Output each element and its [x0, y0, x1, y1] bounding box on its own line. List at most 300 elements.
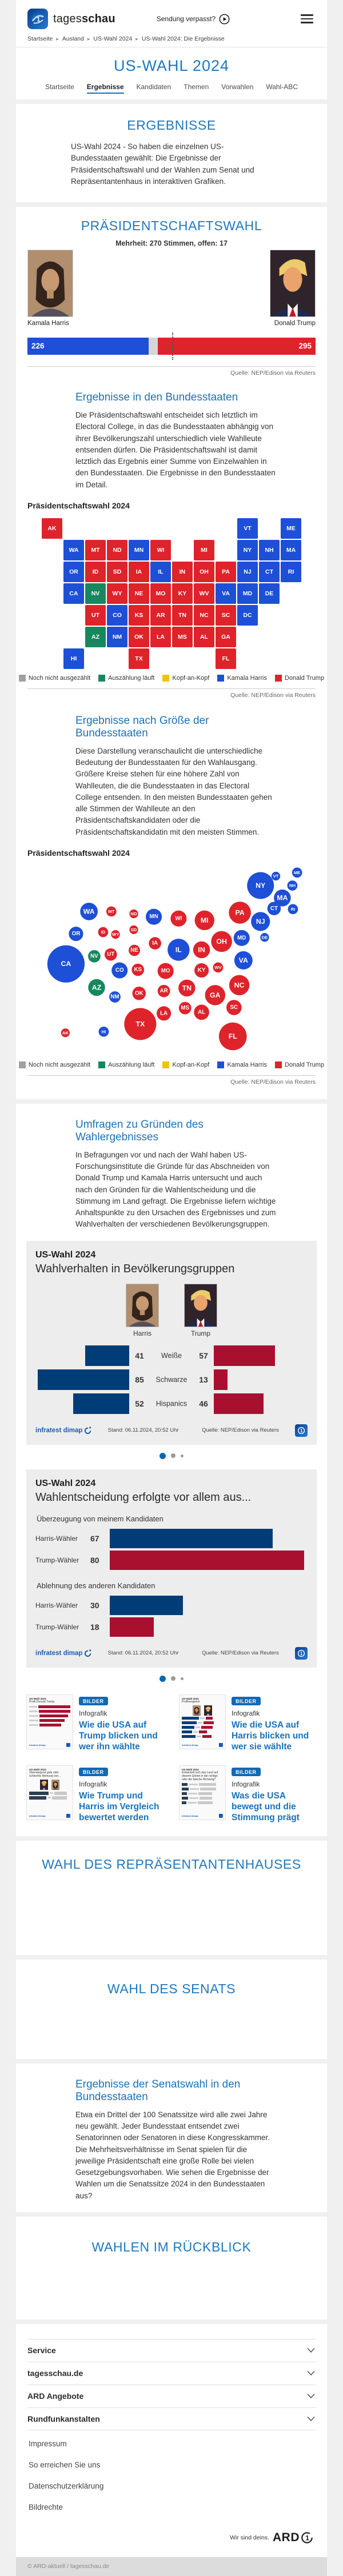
chevron-down-icon	[306, 2370, 316, 2376]
legend-swatch	[98, 1061, 105, 1068]
tab-startseite[interactable]: Startseite	[45, 83, 74, 91]
source-note: Quelle: NEP/Edison via Reuters	[230, 370, 316, 376]
state-bubble-FL[interactable]	[219, 1022, 247, 1050]
trump-label: Trump	[190, 1329, 211, 1337]
senate-title: WAHL DES SENATS	[107, 1981, 236, 1996]
infographic-footer	[35, 1424, 308, 1437]
state-bubble-WY[interactable]	[111, 930, 119, 939]
footer-accordions	[27, 2339, 316, 2430]
bilder-badge: BILDER	[232, 1697, 261, 1705]
state-bubble-AR[interactable]	[158, 985, 170, 997]
state-bubble-CO[interactable]	[111, 962, 127, 978]
state-tile-ME[interactable]: ME	[281, 518, 301, 539]
site-footer	[16, 2324, 327, 2557]
legend-item-rep	[275, 1061, 324, 1068]
state-tile-DC[interactable]: DC	[237, 605, 258, 626]
tab-themen[interactable]: Themen	[184, 83, 209, 91]
state-tile-WY[interactable]: WY	[107, 583, 127, 604]
state-bubble-MT[interactable]	[106, 906, 117, 916]
teaser-grid	[26, 1694, 317, 1824]
state-bubble-NV[interactable]	[88, 950, 101, 963]
state-tile-ID[interactable]: ID	[85, 562, 106, 582]
svg-text:IN: IN	[198, 946, 205, 954]
infographic-kicker: US-Wahl 2024	[35, 1478, 96, 1488]
ard-brand	[27, 2531, 313, 2545]
carousel-dots	[16, 1453, 327, 1459]
infographic-title: Wahlverhalten in Bevölkerungsgruppen	[35, 1262, 235, 1275]
legend-label: Noch nicht ausgezählt	[28, 674, 91, 682]
topbar	[16, 6, 327, 32]
ard-logo-icon	[66, 1743, 70, 1747]
teaser-headline[interactable]: Wie die USA auf Harris blicken und wer sie wählte	[232, 1720, 309, 1752]
brand-wordmark: tagesschau	[53, 12, 115, 25]
state-tile-MN[interactable]: MN	[129, 540, 149, 560]
state-tile-FL[interactable]: FL	[216, 648, 236, 669]
teaser-thumbnail[interactable]: US-Wahl 2024 Entwickelt sich das Land auf diesem Gebiet in die richtige oder die falsche Richtung? infratest dimap	[179, 1765, 226, 1820]
brand[interactable]	[27, 9, 115, 29]
state-tile-MS[interactable]: MS	[172, 627, 193, 647]
state-bubble-NH[interactable]	[288, 880, 298, 891]
state-bubble-NM[interactable]	[109, 991, 121, 1003]
state-bubble-NC[interactable]	[229, 975, 249, 995]
footer-link-bildrechte[interactable]: Bildrechte	[29, 2502, 63, 2511]
harris-column-head	[126, 1284, 159, 1337]
trump-votes-bar	[158, 338, 316, 355]
footer-accordion-tagesschau-de[interactable]	[27, 2362, 316, 2385]
harris-bar	[110, 1596, 183, 1615]
accordion-label: Rundfunkanstalten	[27, 2414, 100, 2423]
trump-portrait	[204, 1705, 212, 1716]
legend-item-pending	[19, 1061, 90, 1068]
state-tile-KS[interactable]: KS	[129, 605, 149, 626]
state-tile-CT[interactable]: CT	[259, 562, 280, 582]
tab-vorwahlen[interactable]: Vorwahlen	[221, 83, 254, 91]
state-tile-TX[interactable]: TX	[129, 648, 149, 669]
carousel-dot-3[interactable]	[181, 1455, 184, 1457]
legend-item-tossup	[162, 1061, 209, 1068]
trump-bar	[110, 1617, 154, 1637]
state-tile-OR[interactable]: OR	[63, 562, 84, 582]
carousel-dot-1[interactable]	[159, 1676, 166, 1682]
quelle-note: Quelle: NEP/Edison via Reuters	[202, 1427, 279, 1433]
teaser-kicker: Infografik	[79, 1780, 107, 1788]
footer-links	[29, 2439, 316, 2511]
state-bubble-TN[interactable]	[178, 980, 195, 996]
house-section	[16, 1841, 327, 1955]
svg-text:MA: MA	[277, 894, 288, 902]
tab-kandidaten[interactable]: Kandidaten	[136, 83, 172, 91]
state-bubble-IN[interactable]	[193, 941, 210, 958]
state-bubble-MN[interactable]	[146, 908, 162, 924]
state-tile-NC[interactable]: NC	[194, 605, 214, 626]
state-bubble-UT[interactable]	[105, 948, 117, 961]
legend-label: Kamala Harris	[227, 674, 267, 682]
senate-results-section	[16, 2064, 327, 2212]
size-heading: Ergebnisse nach Größe der Bundesstaaten	[75, 714, 209, 739]
state-tile-KY[interactable]: KY	[172, 583, 193, 604]
svg-text:SD: SD	[130, 927, 137, 932]
svg-text:MN: MN	[149, 913, 158, 920]
svg-text:MD: MD	[237, 935, 246, 942]
state-tile-SD[interactable]: SD	[107, 562, 127, 582]
state-bubble-CT[interactable]	[268, 902, 281, 915]
state-bubble-OH[interactable]	[211, 931, 232, 952]
svg-text:VA: VA	[238, 956, 248, 964]
state-bubble-TX[interactable]	[124, 1008, 156, 1040]
ard-one-icon	[301, 2531, 313, 2544]
state-tile-LA[interactable]: LA	[150, 627, 171, 647]
presidential-title: PRÄSIDENTSCHAFTSWAHL	[81, 218, 262, 233]
carousel-dots	[16, 1676, 327, 1682]
stand-note: Stand: 06.11.2024, 20:52 Uhr	[107, 1427, 179, 1433]
teaser-thumbnail[interactable]: US-Wahl 2024 Profil Donald Trump infratest dimap	[26, 1694, 73, 1749]
harris-portrait	[193, 1705, 201, 1716]
trump-votes: 295	[298, 342, 312, 350]
svg-text:FL: FL	[228, 1032, 237, 1040]
svg-text:MI: MI	[200, 916, 209, 924]
svg-text:MO: MO	[161, 967, 170, 974]
us-states-map	[42, 518, 301, 669]
voter-value: 30	[90, 1600, 99, 1610]
svg-text:MS: MS	[181, 1004, 190, 1011]
breadcrumb-separator: ▸	[56, 35, 59, 42]
stand-note: Stand: 06.11.2024, 20:52 Uhr	[107, 1650, 179, 1656]
missed-broadcast-link[interactable]	[157, 14, 230, 25]
carousel-dot-3[interactable]	[181, 1677, 184, 1680]
chevron-down-icon	[306, 2393, 316, 2399]
voter-label: Trump-Wähler	[35, 1556, 79, 1564]
teaser-thumbnail[interactable]: US-Wahl 2024 Überwiegend gute oder schlechte Meinung von... infratest dimap	[26, 1765, 73, 1820]
source-note: Quelle: NEP/Edison via Reuters	[230, 691, 316, 699]
svg-text:HI: HI	[101, 1029, 106, 1035]
svg-text:WV: WV	[214, 964, 222, 970]
state-bubble-WV[interactable]	[213, 962, 224, 972]
harris-value: 52	[135, 1399, 144, 1408]
state-tile-WA[interactable]: WA	[63, 540, 84, 560]
teaser-card-2[interactable]	[179, 1694, 317, 1753]
electoral-vote-bar	[27, 338, 316, 355]
state-bubble-HI[interactable]	[99, 1027, 109, 1037]
harris-bar	[73, 1393, 129, 1414]
demographics-row	[35, 1368, 308, 1391]
svg-text:WA: WA	[83, 907, 95, 916]
review-title: WAHLEN IM RÜCKBLICK	[91, 2239, 252, 2254]
bubble-legend	[16, 1061, 327, 1068]
state-tile-ND[interactable]: ND	[107, 540, 127, 560]
senate-results-heading: Ergebnisse der Senatswahl in den Bundesstaaten	[75, 2078, 241, 2103]
category-label: Weiße	[161, 1351, 182, 1360]
breadcrumb-item[interactable]: Startseite	[27, 35, 53, 42]
harris-votes-bar	[27, 338, 149, 355]
legend-item-pending	[19, 675, 90, 682]
infographic-decision	[26, 1469, 317, 1668]
svg-text:AR: AR	[159, 987, 168, 994]
svg-text:ND: ND	[130, 911, 137, 916]
teaser-kicker: Infografik	[79, 1709, 107, 1717]
voter-value: 18	[90, 1622, 99, 1632]
state-tile-OK[interactable]: OK	[129, 627, 149, 647]
legend-label: Kopf-an-Kopf	[172, 1061, 210, 1068]
svg-text:GA: GA	[210, 991, 221, 999]
state-bubble-NY[interactable]	[247, 872, 274, 899]
state-bubble-KS[interactable]	[131, 963, 144, 976]
ard-logo-icon	[219, 1743, 223, 1747]
state-bubble-ME[interactable]	[292, 867, 302, 878]
majority-marker	[172, 332, 173, 360]
tab-ergebnisse[interactable]: Ergebnisse	[87, 83, 124, 94]
legend-swatch	[98, 675, 105, 682]
legend-item-dem	[217, 675, 267, 682]
accordion-label: Service	[27, 2346, 56, 2355]
state-tile-HI[interactable]: HI	[63, 648, 84, 669]
legend-item-tossup	[162, 675, 209, 682]
legend-label: Kopf-an-Kopf	[172, 674, 210, 682]
legend-label: Auszählung läuft	[108, 1061, 155, 1068]
trump-value: 57	[199, 1351, 208, 1360]
breadcrumb-item[interactable]: US-Wahl 2024	[93, 35, 133, 42]
legend-item-rep	[275, 675, 324, 682]
state-tile-CA[interactable]: CA	[63, 583, 84, 604]
state-tile-AK[interactable]: AK	[42, 518, 62, 539]
svg-text:DE: DE	[261, 935, 268, 940]
decision-row	[35, 1595, 308, 1616]
svg-text:1: 1	[305, 2534, 310, 2542]
footer-accordion-rundfunkanstalten[interactable]	[27, 2407, 316, 2430]
state-bubble-IA[interactable]	[149, 937, 161, 950]
teaser-card-4[interactable]	[179, 1765, 317, 1824]
state-tile-VA[interactable]: VA	[216, 583, 236, 604]
state-tile-DE[interactable]: DE	[259, 583, 280, 604]
state-tile-MI[interactable]: MI	[194, 540, 214, 560]
state-tile-IL[interactable]: IL	[150, 562, 171, 582]
state-tile-MA[interactable]: MA	[281, 540, 301, 560]
teaser-kicker: Infografik	[232, 1780, 260, 1788]
state-bubble-SD[interactable]	[129, 926, 138, 934]
teaser-headline[interactable]: Was die USA bewegt und die Stimmung prägt	[232, 1790, 300, 1823]
harris-bar	[38, 1369, 129, 1390]
state-tile-NV[interactable]: NV	[85, 583, 106, 604]
decision-group-label: Ablehnung des anderen Kandidaten	[37, 1581, 155, 1590]
state-bubble-OR[interactable]	[69, 927, 83, 941]
tab-wahl-abc[interactable]: Wahl-ABC	[266, 83, 298, 91]
svg-text:NE: NE	[130, 947, 138, 954]
harris-portrait	[51, 1780, 59, 1790]
teaser-card-3[interactable]	[26, 1765, 164, 1824]
footer-link-datenschutzerklärung[interactable]: Datenschutzerklärung	[29, 2481, 104, 2490]
legend-label: Donald Trump	[285, 674, 325, 682]
state-tile-NJ[interactable]: NJ	[237, 562, 258, 582]
state-bubble-DE[interactable]	[260, 933, 269, 942]
legend-label: Donald Trump	[285, 1061, 325, 1068]
polls-text: In Befragungen vor und nach der Wahl haben US-Forschungsinstitute die Gründe für das Abschneiden von Donald Trump und Kamala Harris untersucht und auch nach den Gründen für die Wahlentscheidung und die Stimmung im Land gefragt. Die Ergebnisse liefern wichtige Anhaltspunkte zu den Ursachen des Ergebnisses und zum Wahlverhalten der verschiedenen Bevölkerungsgruppen.	[75, 1150, 276, 1229]
state-bubble-MD[interactable]	[234, 930, 250, 946]
harris-value: 41	[135, 1351, 144, 1360]
state-bubble-ND[interactable]	[129, 910, 138, 918]
svg-text:1: 1	[37, 16, 41, 23]
site-header	[16, 0, 327, 99]
state-bubble-ID[interactable]	[98, 927, 109, 937]
state-tile-CO[interactable]: CO	[107, 605, 127, 626]
state-bubble-OK[interactable]	[133, 987, 146, 1000]
teaser-card-1[interactable]	[26, 1694, 164, 1753]
svg-text:ID: ID	[101, 929, 106, 935]
breadcrumb-separator: ▸	[135, 35, 138, 42]
category-label: Hispanics	[155, 1399, 188, 1408]
teaser-headline[interactable]: Wie Trump und Harris im Vergleich bewertet werden	[79, 1790, 159, 1823]
state-tile-WV[interactable]: WV	[194, 583, 214, 604]
carousel-dot-1[interactable]	[159, 1453, 166, 1459]
page-title: US-WAHL 2024	[113, 57, 230, 74]
state-bubble-WI[interactable]	[170, 911, 186, 927]
state-bubble-MI[interactable]	[195, 910, 214, 930]
state-bubble-AL[interactable]	[194, 1004, 209, 1020]
svg-text:LA: LA	[160, 1010, 168, 1017]
copyright-bar	[16, 2557, 327, 2576]
state-tile-IN[interactable]: IN	[172, 562, 193, 582]
svg-text:AZ: AZ	[91, 983, 102, 992]
state-tile-VT[interactable]: VT	[237, 518, 258, 539]
state-bubble-PA[interactable]	[229, 902, 251, 924]
state-bubble-VA[interactable]	[234, 951, 253, 969]
legend-item-counting	[98, 1061, 154, 1068]
state-bubble-VT[interactable]	[272, 872, 280, 880]
teaser-kicker: Infografik	[232, 1709, 260, 1717]
decision-group-label: Überzeugung von meinem Kandidaten	[37, 1514, 163, 1523]
breadcrumb-item[interactable]: Ausland	[62, 35, 84, 42]
teaser-thumbnail[interactable]: US-Wahl 2024 Profilvergleich infratest dimap	[179, 1694, 226, 1749]
state-bubble-LA[interactable]	[157, 1006, 171, 1020]
state-bubble-MS[interactable]	[179, 1001, 192, 1014]
candidate-harris	[27, 250, 73, 327]
svg-text:VT: VT	[273, 873, 279, 879]
voter-value: 80	[90, 1555, 99, 1565]
trump-bar	[110, 1551, 304, 1570]
state-bubble-CA[interactable]	[47, 945, 85, 982]
chevron-down-icon	[306, 2416, 316, 2422]
infratest-dimap-logo: infratest dimap	[35, 1427, 91, 1434]
svg-text:TX: TX	[135, 1020, 145, 1028]
infographic-title: Wahlentscheidung erfolgte vor allem aus...	[35, 1491, 252, 1504]
footer-link-so-erreichen-sie-uns[interactable]: So erreichen Sie uns	[29, 2460, 101, 2469]
quelle-note: Quelle: NEP/Edison via Reuters	[202, 1650, 279, 1656]
tagesschau-logo-icon	[27, 9, 48, 29]
state-tile-AR[interactable]: AR	[150, 605, 171, 626]
footer-link-impressum[interactable]: Impressum	[29, 2439, 67, 2448]
svg-text:NM: NM	[110, 993, 119, 1000]
teaser-headline[interactable]: Wie die USA auf Trump blicken und wer ihn wählte	[79, 1720, 158, 1752]
breadcrumb-separator: ▸	[87, 35, 90, 42]
polls-heading: Umfragen zu Gründen des Wahlergebnisses	[75, 1118, 204, 1143]
trump-portrait	[40, 1780, 48, 1790]
breadcrumb-item[interactable]: US-Wahl 2024: Die Ergebnisse	[141, 35, 225, 42]
decision-row	[35, 1616, 308, 1638]
state-tile-SC[interactable]: SC	[216, 605, 236, 626]
harris-photo	[126, 1284, 159, 1327]
infratest-dimap-logo: infratest dimap	[35, 1649, 91, 1657]
state-tile-RI[interactable]: RI	[281, 562, 301, 582]
trump-portrait	[185, 1284, 217, 1327]
state-bubble-WA[interactable]	[80, 903, 98, 920]
map-chart-label: Präsidentschaftswahl 2024	[27, 500, 130, 510]
state-tile-OH[interactable]: OH	[194, 562, 214, 582]
svg-text:UT: UT	[107, 951, 115, 958]
carousel-dot-2[interactable]	[171, 1676, 176, 1681]
legend-swatch	[162, 675, 169, 682]
copyright-text: © ARD-aktuell / tagesschau.de	[27, 2563, 110, 2570]
majority-note: Mehrheit: 270 Stimmen, offen: 17	[115, 239, 228, 247]
state-tile-UT[interactable]: UT	[85, 605, 106, 626]
state-tile-MT[interactable]: MT	[85, 540, 106, 560]
trump-photo	[270, 250, 316, 317]
house-title: WAHL DES REPRÄSENTANTENHAUSES	[42, 1856, 301, 1872]
state-tile-IA[interactable]: IA	[129, 562, 149, 582]
state-bubble-RI[interactable]	[288, 904, 298, 914]
trump-bar	[214, 1345, 275, 1366]
menu-icon[interactable]	[298, 12, 316, 26]
svg-text:1: 1	[300, 1650, 303, 1656]
bilder-badge: BILDER	[79, 1697, 108, 1705]
state-tile-TN[interactable]: TN	[172, 605, 193, 626]
ard-logo-icon	[66, 1814, 70, 1818]
state-bubble-NJ[interactable]	[251, 912, 270, 931]
harris-name: Kamala Harris	[27, 320, 69, 327]
footer-accordion-ard-angebote[interactable]	[27, 2385, 316, 2407]
legend-swatch	[275, 1061, 282, 1068]
decision-row	[35, 1528, 308, 1549]
svg-text:MT: MT	[108, 908, 115, 914]
trump-photo	[184, 1284, 217, 1327]
state-tile-WI[interactable]: WI	[150, 540, 171, 560]
state-bubble-GA[interactable]	[205, 985, 225, 1005]
state-bubble-AK[interactable]	[61, 1028, 70, 1037]
carousel-dot-2[interactable]	[171, 1453, 176, 1458]
bilder-badge: BILDER	[232, 1768, 261, 1776]
state-bubble-KY[interactable]	[194, 963, 209, 977]
svg-text:WI: WI	[175, 915, 182, 922]
trump-bar	[214, 1393, 264, 1414]
state-tile-NY[interactable]: NY	[237, 540, 258, 560]
state-bubble-MO[interactable]	[158, 963, 174, 979]
ard-wordmark: ARD 1	[273, 2531, 313, 2545]
accordion-label: ARD Angebote	[27, 2391, 84, 2401]
trump-bar	[214, 1369, 228, 1390]
state-tile-AZ[interactable]: AZ	[85, 627, 106, 647]
state-tile-NE[interactable]: NE	[129, 583, 149, 604]
state-tile-GA[interactable]: GA	[216, 627, 236, 647]
state-tile-AL[interactable]: AL	[194, 627, 214, 647]
infographic-kicker: US-Wahl 2024	[35, 1249, 96, 1260]
legend-swatch	[275, 675, 282, 682]
state-bubble-SC[interactable]	[226, 1000, 242, 1015]
state-tile-MD[interactable]: MD	[237, 583, 258, 604]
candidate-hero	[27, 250, 316, 335]
state-tile-NM[interactable]: NM	[107, 627, 127, 647]
size-text: Diese Darstellung veranschaulicht die unterschiedliche Bedeutung der Bundesstaaten für den Wahlausgang. Größere Kreise stehen für eine höhere Zahl von Wahlleuten, die die Bundesstaaten in das Electoral College entsenden. In den meisten Bundesstaaten gehen alle Stimmen der Wahlleute an den Präsidentschaftskandidaten oder die Präsidentschaftskandidatin mit den meisten Stimmen.	[75, 746, 272, 836]
state-bubble-IL[interactable]	[167, 939, 190, 961]
state-bubble-AZ[interactable]	[88, 979, 105, 995]
open-votes-bar	[149, 338, 158, 355]
svg-text:NJ: NJ	[256, 917, 265, 926]
state-tile-MO[interactable]: MO	[150, 583, 171, 604]
svg-text:NV: NV	[90, 953, 98, 960]
trump-portrait	[270, 250, 315, 317]
state-tile-PA[interactable]: PA	[216, 562, 236, 582]
svg-text:ME: ME	[293, 870, 301, 875]
footer-accordion-service[interactable]	[27, 2339, 316, 2362]
state-tile-NH[interactable]: NH	[259, 540, 280, 560]
state-bubble-NE[interactable]	[129, 944, 140, 956]
voter-label: Harris-Wähler	[35, 1534, 78, 1543]
